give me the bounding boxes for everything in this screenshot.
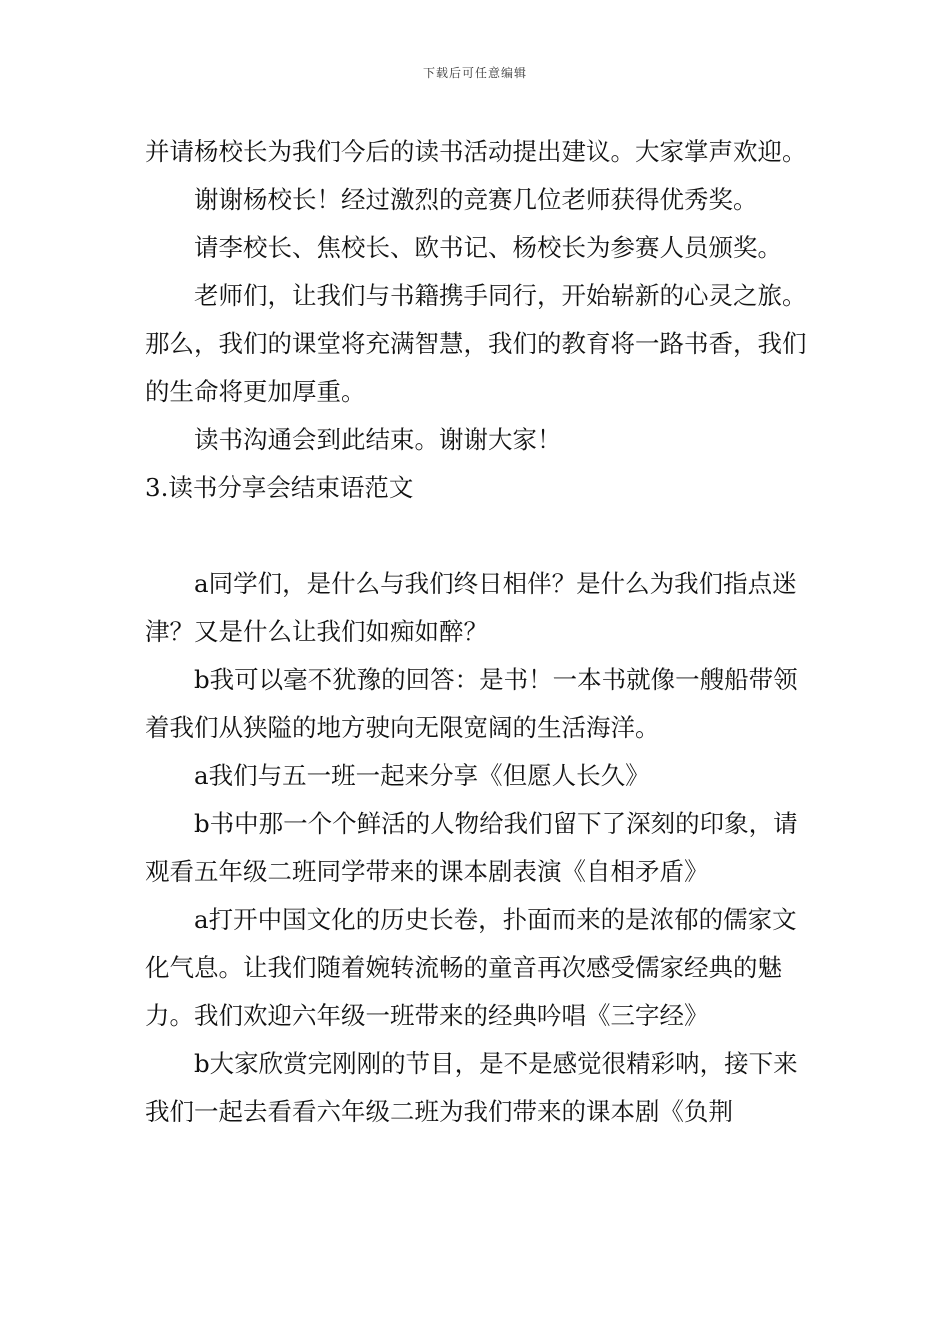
paragraph: 老师们，让我们与书籍携手同行，开始崭新的心灵之旅。那么，我们的课堂将充满智慧，我们的教育将一路书香，我们的生命将更加厚重。 — [145, 281, 807, 406]
paragraph: 并请杨校长为我们今后的读书活动提出建议。大家掌声欢迎。 — [145, 137, 807, 166]
paragraph: a同学们，是什么与我们终日相伴？是什么为我们指点迷津？又是什么让我们如痴如醉？ — [145, 569, 797, 646]
document-body — [145, 128, 810, 1136]
paragraph: 读书沟通会到此结束。谢谢大家！ — [194, 425, 562, 454]
paragraph: 请李校长、焦校长、欧书记、杨校长为参赛人员颁奖。 — [194, 233, 782, 262]
paragraph: b我可以毫不犹豫的回答：是书！一本书就像一艘船带领着我们从狭隘的地方驶向无限宽阔的生活海洋。 — [145, 665, 798, 742]
paragraph: b大家欣赏完刚刚的节目，是不是感觉很精彩呐，接下来我们一起去看看六年级二班为我们带来的课本剧《负荆 — [145, 1049, 798, 1126]
paragraph: a我们与五一班一起来分享《但愿人长久》 — [194, 761, 650, 790]
section-heading: 3.读书分享会结束语范文 — [145, 473, 414, 502]
paragraph: 谢谢杨校长！经过激烈的竞赛几位老师获得优秀奖。 — [194, 185, 758, 214]
paragraph: a打开中国文化的历史长卷，扑面而来的是浓郁的儒家文化气息。让我们随着婉转流畅的童音再次感受儒家经典的魅力。我们欢迎六年级一班带来的经典吟唱《三字经》 — [145, 905, 797, 1030]
paragraph: b书中那一个个鲜活的人物给我们留下了深刻的印象，请观看五年级二班同学带来的课本剧表演《自相矛盾》 — [145, 809, 798, 886]
page-header: 下载后可任意编辑 — [422, 66, 527, 80]
